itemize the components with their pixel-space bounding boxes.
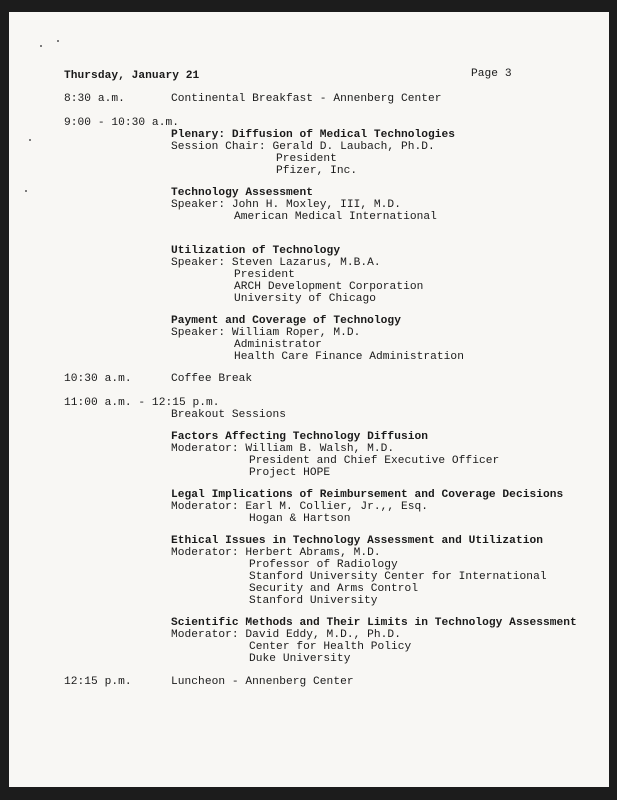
talk-speaker: Speaker: William Roper, M.D. — [171, 327, 361, 339]
breakout-moderator: Moderator: William B. Walsh, M.D. — [171, 443, 395, 455]
moderator-affiliation: Stanford University Center for International — [249, 571, 547, 583]
talk-affiliation: Administrator — [234, 339, 322, 351]
breakout-title: Scientific Methods and Their Limits in Technology Assessment — [171, 617, 577, 629]
talk-affiliation: ARCH Development Corporation — [234, 281, 424, 293]
moderator-affiliation: Project HOPE — [249, 467, 331, 479]
time-luncheon: 12:15 p.m. — [64, 676, 132, 688]
moderator-affiliation: Professor of Radiology — [249, 559, 398, 571]
event-breakout: Breakout Sessions — [171, 409, 286, 421]
event-coffee: Coffee Break — [171, 373, 253, 385]
chair-position: President — [276, 153, 337, 165]
talk-affiliation: Health Care Finance Administration — [234, 351, 464, 363]
moderator-affiliation: Hogan & Hartson — [249, 513, 351, 525]
talk-title: Payment and Coverage of Technology — [171, 315, 401, 327]
page-number: Page 3 — [471, 68, 512, 80]
moderator-affiliation: Stanford University — [249, 595, 378, 607]
breakout-title: Factors Affecting Technology Diffusion — [171, 431, 429, 443]
moderator-affiliation: Center for Health Policy — [249, 641, 412, 653]
time-breakfast: 8:30 a.m. — [64, 93, 125, 105]
breakout-moderator: Moderator: David Eddy, M.D., Ph.D. — [171, 629, 401, 641]
moderator-affiliation: Duke University — [249, 653, 351, 665]
time-coffee: 10:30 a.m. — [64, 373, 132, 385]
breakout-moderator: Moderator: Herbert Abrams, M.D. — [171, 547, 381, 559]
moderator-affiliation: Security and Arms Control — [249, 583, 419, 595]
chair-organization: Pfizer, Inc. — [276, 165, 358, 177]
talk-affiliation: University of Chicago — [234, 293, 377, 305]
talk-speaker: Speaker: Steven Lazarus, M.B.A. — [171, 257, 381, 269]
document-page — [9, 12, 609, 787]
talk-affiliation: President — [234, 269, 295, 281]
breakout-title: Legal Implications of Reimbursement and Coverage Decisions — [171, 489, 564, 501]
day-heading: Thursday, January 21 — [64, 70, 200, 82]
event-breakfast: Continental Breakfast - Annenberg Center — [171, 93, 442, 105]
talk-title: Utilization of Technology — [171, 245, 341, 257]
talk-speaker: Speaker: John H. Moxley, III, M.D. — [171, 199, 401, 211]
plenary-title: Plenary: Diffusion of Medical Technologies — [171, 129, 456, 141]
breakout-moderator: Moderator: Earl M. Collier, Jr.,, Esq. — [171, 501, 429, 513]
session-chair: Session Chair: Gerald D. Laubach, Ph.D. — [171, 141, 435, 153]
talk-title: Technology Assessment — [171, 187, 314, 199]
breakout-title: Ethical Issues in Technology Assessment and Utilization — [171, 535, 543, 547]
talk-affiliation: American Medical International — [234, 211, 437, 223]
time-plenary: 9:00 - 10:30 a.m. — [64, 117, 179, 129]
time-breakout: 11:00 a.m. - 12:15 p.m. — [64, 397, 220, 409]
agenda-page — [9, 12, 609, 787]
moderator-affiliation: President and Chief Executive Officer — [249, 455, 500, 467]
event-luncheon: Luncheon - Annenberg Center — [171, 676, 354, 688]
